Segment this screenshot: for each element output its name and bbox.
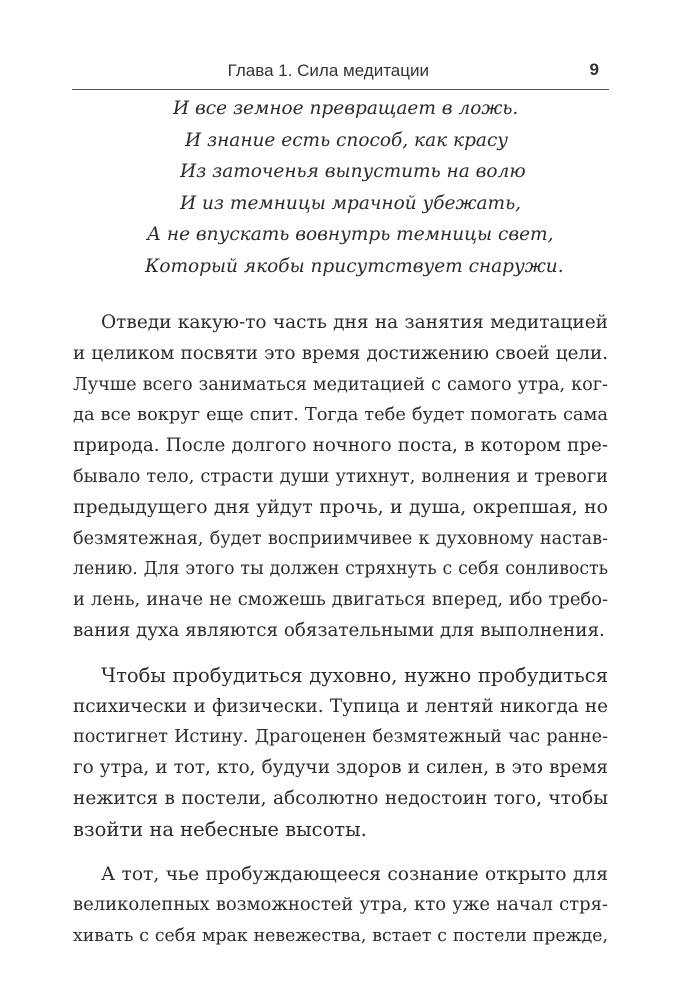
text-line: нежится в постели, абсолютно недостоин того, чтобы (73, 787, 608, 809)
paragraph-2 (73, 661, 608, 846)
body-text (73, 308, 608, 966)
text-line: го утра, и тот, кто, будучи здоров и силен, в это время (73, 757, 608, 779)
epigraph-line: Который якобы присутствует снаружи. (145, 255, 564, 277)
text-line: да все вокруг еще спит. Тогда тебе будет помогать сама (73, 404, 608, 426)
text-line: лению. Для этого ты должен стряхнуть с себя сонливость (73, 559, 608, 580)
epigraph (135, 93, 564, 282)
epigraph-line: А не впускать вовнутрь темницы свет, (147, 224, 554, 245)
text-line: вания духа являются обязательными для выполнения. (73, 619, 605, 641)
text-line: Отведи какую-то часть дня на занятия медитацией (101, 312, 608, 333)
text-line: природа. После долгого ночного поста, в котором пре- (73, 435, 608, 457)
page-number: 9 (589, 60, 599, 79)
text-line: А тот, чье пробуждающееся сознание открыто для (101, 863, 608, 885)
paragraph-1 (73, 308, 608, 647)
text-line: психически и физически. Тупица и лентяй никогда не (73, 695, 608, 717)
text-line: Лучше всего заниматься медитацией с самого утра, ког- (73, 374, 608, 395)
text-line: взойти на небесные высоты. (73, 817, 367, 841)
text-line: постигнет Истину. Драгоценен безмятежный час ранне- (73, 727, 608, 748)
epigraph-line: Из заточенья выпустить на волю (180, 161, 526, 182)
epigraph-line: И из темницы мрачной убежать, (180, 192, 522, 214)
text-line: бывало тело, страсти души утихнут, волнения и тревоги (73, 466, 608, 487)
text-line: хивать с себя мрак невежества, встает с постели прежде, (73, 926, 608, 947)
chapter-title: Глава 1. Сила медитации (227, 61, 429, 80)
text-line: Чтобы пробудиться духовно, нужно пробудиться (101, 663, 608, 687)
text-line: и целиком посвяти это время достижению своей цели. (73, 342, 608, 364)
text-line: предыдущего дня уйдут прочь, и душа, окрепшая, но (73, 496, 608, 518)
text-line: и лень, иначе не сможешь двигаться вперед, ибо требо- (73, 589, 608, 611)
paragraph-3 (73, 860, 608, 952)
epigraph-line: И знание есть способ, как красу (185, 129, 509, 151)
running-header (72, 55, 609, 90)
text-line: великолепных возможностей утра, кто уже начал стря- (73, 894, 608, 916)
text-line: безмятежная, будет восприимчивее к духовному настав- (73, 528, 608, 549)
epigraph-line: И все земное превращает в ложь. (173, 98, 519, 119)
